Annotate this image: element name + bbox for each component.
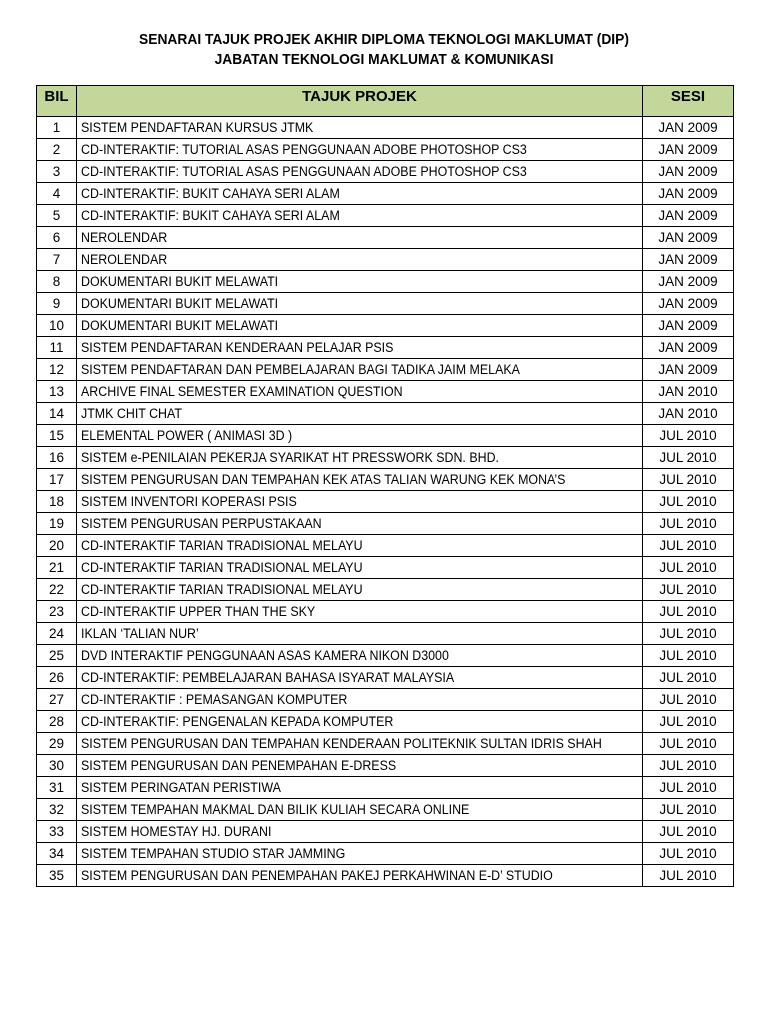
cell-sesi: JUL 2010 [643,711,734,733]
table-row [37,601,734,623]
cell-sesi: JAN 2009 [643,249,734,271]
cell-tajuk-projek [77,359,643,381]
cell-tajuk-projek [77,513,643,535]
cell-bil: 35 [37,865,77,887]
cell-tajuk-projek [77,755,643,777]
cell-tajuk-text: ARCHIVE FINAL SEMESTER EXAMINATION QUESTION [81,383,403,399]
cell-tajuk-projek [77,315,643,337]
cell-tajuk-projek [77,227,643,249]
cell-bil: 7 [37,249,77,271]
cell-sesi: JAN 2009 [643,161,734,183]
cell-sesi: JUL 2010 [643,821,734,843]
table-row [37,337,734,359]
cell-sesi: JUL 2010 [643,557,734,579]
cell-tajuk-text: CD-INTERAKTIF UPPER THAN THE SKY [81,603,316,619]
cell-bil: 28 [37,711,77,733]
table-row [37,469,734,491]
table-row [37,403,734,425]
cell-tajuk-text: DOKUMENTARI BUKIT MELAWATI [81,273,279,289]
cell-sesi: JAN 2009 [643,183,734,205]
cell-sesi: JUL 2010 [643,535,734,557]
table-row [37,535,734,557]
table-row [37,777,734,799]
cell-tajuk-text: CD-INTERAKTIF: BUKIT CAHAYA SERI ALAM [81,185,340,201]
table-row [37,315,734,337]
header-tajuk-projek: TAJUK PROJEK [77,86,643,117]
cell-sesi: JAN 2009 [643,315,734,337]
cell-bil: 24 [37,623,77,645]
cell-sesi: JUL 2010 [643,491,734,513]
table-header-row [37,86,734,117]
table-row [37,183,734,205]
cell-bil: 8 [37,271,77,293]
cell-bil: 29 [37,733,77,755]
table-row [37,447,734,469]
table-row [37,557,734,579]
table-row [37,205,734,227]
cell-sesi: JAN 2010 [643,381,734,403]
cell-tajuk-text: CD-INTERAKTIF: BUKIT CAHAYA SERI ALAM [81,207,340,223]
cell-tajuk-projek [77,447,643,469]
table-row [37,293,734,315]
cell-bil: 27 [37,689,77,711]
cell-sesi: JUL 2010 [643,579,734,601]
cell-bil: 2 [37,139,77,161]
cell-tajuk-text: CD-INTERAKTIF TARIAN TRADISIONAL MELAYU [81,559,363,575]
cell-bil: 31 [37,777,77,799]
cell-tajuk-text: SISTEM PENGURUSAN DAN TEMPAHAN KENDERAAN POLITEKNIK SULTAN IDRIS SHAH [81,735,602,751]
cell-sesi: JUL 2010 [643,425,734,447]
cell-tajuk-projek [77,865,643,887]
cell-bil: 16 [37,447,77,469]
cell-tajuk-text: SISTEM PENGURUSAN DAN TEMPAHAN KEK ATAS TALIAN WARUNG KEK MONA’S [81,471,566,487]
cell-bil: 33 [37,821,77,843]
cell-tajuk-projek [77,381,643,403]
cell-tajuk-text: CD-INTERAKTIF TARIAN TRADISIONAL MELAYU [81,581,363,597]
table-row [37,821,734,843]
table-row [37,491,734,513]
cell-tajuk-projek [77,425,643,447]
table-row [37,843,734,865]
cell-tajuk-text: SISTEM TEMPAHAN STUDIO STAR JAMMING [81,845,346,861]
table-row [37,425,734,447]
cell-tajuk-text: IKLAN ‘TALIAN NUR’ [81,625,199,641]
cell-tajuk-text: NEROLENDAR [81,251,168,267]
cell-tajuk-text: SISTEM PERINGATAN PERISTIWA [81,779,281,795]
cell-tajuk-text: ELEMENTAL POWER ( ANIMASI 3D ) [81,427,293,443]
cell-tajuk-projek [77,139,643,161]
header-sesi: SESI [643,86,734,117]
table-body [37,117,734,887]
table-row [37,711,734,733]
cell-tajuk-projek [77,205,643,227]
cell-tajuk-projek [77,689,643,711]
cell-sesi: JUL 2010 [643,733,734,755]
cell-sesi: JUL 2010 [643,469,734,491]
cell-bil: 23 [37,601,77,623]
cell-tajuk-text: SISTEM PENDAFTARAN KENDERAAN PELAJAR PSIS [81,339,394,355]
cell-tajuk-projek [77,491,643,513]
cell-bil: 13 [37,381,77,403]
cell-tajuk-projek [77,249,643,271]
cell-tajuk-projek [77,821,643,843]
cell-tajuk-text: SISTEM e-PENILAIAN PEKERJA SYARIKAT HT PRESSWORK SDN. BHD. [81,449,500,465]
cell-tajuk-text: JTMK CHIT CHAT [81,405,182,421]
cell-tajuk-text: SISTEM PENGURUSAN PERPUSTAKAAN [81,515,322,531]
cell-sesi: JAN 2009 [643,359,734,381]
cell-sesi: JUL 2010 [643,689,734,711]
table-row [37,623,734,645]
cell-bil: 12 [37,359,77,381]
cell-bil: 17 [37,469,77,491]
cell-tajuk-text: SISTEM PENDAFTARAN KURSUS JTMK [81,119,314,135]
cell-bil: 6 [37,227,77,249]
cell-sesi: JAN 2009 [643,205,734,227]
cell-sesi: JUL 2010 [643,601,734,623]
table-row [37,271,734,293]
table-row [37,161,734,183]
cell-bil: 34 [37,843,77,865]
document-title-block [31,30,738,70]
cell-bil: 4 [37,183,77,205]
table-row [37,117,734,139]
cell-tajuk-projek [77,777,643,799]
cell-sesi: JUL 2010 [643,447,734,469]
cell-sesi: JUL 2010 [643,513,734,535]
cell-sesi: JUL 2010 [643,843,734,865]
cell-tajuk-text: SISTEM PENDAFTARAN DAN PEMBELAJARAN BAGI TADIKA JAIM MELAKA [81,361,520,377]
table-row [37,799,734,821]
table-row [37,689,734,711]
cell-tajuk-text: CD-INTERAKTIF : PEMASANGAN KOMPUTER [81,691,348,707]
cell-bil: 10 [37,315,77,337]
table-row [37,227,734,249]
cell-tajuk-projek [77,645,643,667]
cell-tajuk-projek [77,667,643,689]
table-row [37,513,734,535]
cell-tajuk-text: SISTEM TEMPAHAN MAKMAL DAN BILIK KULIAH SECARA ONLINE [81,801,470,817]
cell-tajuk-text: CD-INTERAKTIF: PENGENALAN KEPADA KOMPUTER [81,713,394,729]
cell-tajuk-text: DVD INTERAKTIF PENGGUNAAN ASAS KAMERA NIKON D3000 [81,647,449,663]
cell-tajuk-projek [77,623,643,645]
cell-tajuk-text: CD-INTERAKTIF: TUTORIAL ASAS PENGGUNAAN ADOBE PHOTOSHOP CS3 [81,163,527,179]
cell-tajuk-text: DOKUMENTARI BUKIT MELAWATI [81,295,279,311]
table-row [37,865,734,887]
cell-bil: 15 [37,425,77,447]
cell-tajuk-text: SISTEM PENGURUSAN DAN PENEMPAHAN PAKEJ PERKAHWINAN E-D’ STUDIO [81,867,553,883]
cell-tajuk-projek [77,799,643,821]
cell-bil: 11 [37,337,77,359]
table-row [37,755,734,777]
cell-sesi: JAN 2009 [643,139,734,161]
cell-sesi: JAN 2009 [643,271,734,293]
project-table [36,85,734,887]
cell-tajuk-projek [77,601,643,623]
cell-sesi: JUL 2010 [643,645,734,667]
cell-bil: 20 [37,535,77,557]
cell-sesi: JUL 2010 [643,667,734,689]
cell-bil: 22 [37,579,77,601]
cell-sesi: JAN 2009 [643,227,734,249]
document-subtitle: JABATAN TEKNOLOGI MAKLUMAT & KOMUNIKASI [214,51,554,68]
cell-sesi: JUL 2010 [643,799,734,821]
table-row [37,381,734,403]
cell-tajuk-text: CD-INTERAKTIF: TUTORIAL ASAS PENGGUNAAN ADOBE PHOTOSHOP CS3 [81,141,527,157]
cell-bil: 21 [37,557,77,579]
cell-tajuk-text: CD-INTERAKTIF TARIAN TRADISIONAL MELAYU [81,537,363,553]
cell-tajuk-text: SISTEM PENGURUSAN DAN PENEMPAHAN E-DRESS [81,757,397,773]
cell-tajuk-text: CD-INTERAKTIF: PEMBELAJARAN BAHASA ISYARAT MALAYSIA [81,669,455,685]
cell-sesi: JUL 2010 [643,777,734,799]
cell-bil: 5 [37,205,77,227]
cell-tajuk-text: DOKUMENTARI BUKIT MELAWATI [81,317,279,333]
cell-sesi: JUL 2010 [643,623,734,645]
table-row [37,249,734,271]
cell-bil: 3 [37,161,77,183]
cell-sesi: JAN 2010 [643,403,734,425]
cell-sesi: JAN 2009 [643,337,734,359]
table-row [37,645,734,667]
cell-tajuk-projek [77,161,643,183]
cell-bil: 14 [37,403,77,425]
cell-tajuk-projek [77,337,643,359]
cell-bil: 1 [37,117,77,139]
cell-tajuk-text: SISTEM HOMESTAY HJ. DURANI [81,823,272,839]
cell-bil: 32 [37,799,77,821]
header-bil: BIL [37,86,77,117]
cell-tajuk-projek [77,535,643,557]
cell-sesi: JUL 2010 [643,865,734,887]
cell-tajuk-projek [77,469,643,491]
table-row [37,139,734,161]
cell-sesi: JUL 2010 [643,755,734,777]
table-row [37,667,734,689]
table-row [37,579,734,601]
cell-tajuk-text: SISTEM INVENTORI KOPERASI PSIS [81,493,297,509]
cell-bil: 26 [37,667,77,689]
cell-tajuk-projek [77,403,643,425]
cell-tajuk-projek [77,183,643,205]
cell-bil: 25 [37,645,77,667]
cell-tajuk-projek [77,733,643,755]
cell-tajuk-projek [77,293,643,315]
cell-bil: 9 [37,293,77,315]
cell-sesi: JAN 2009 [643,293,734,315]
cell-tajuk-projek [77,271,643,293]
cell-tajuk-projek [77,117,643,139]
cell-bil: 30 [37,755,77,777]
cell-tajuk-projek [77,711,643,733]
cell-tajuk-projek [77,843,643,865]
cell-tajuk-text: NEROLENDAR [81,229,168,245]
cell-tajuk-projek [77,579,643,601]
table-row [37,359,734,381]
document-title: SENARAI TAJUK PROJEK AKHIR DIPLOMA TEKNOLOGI MAKLUMAT (DIP) [139,31,629,48]
table-row [37,733,734,755]
cell-tajuk-projek [77,557,643,579]
cell-bil: 18 [37,491,77,513]
cell-bil: 19 [37,513,77,535]
cell-sesi: JAN 2009 [643,117,734,139]
